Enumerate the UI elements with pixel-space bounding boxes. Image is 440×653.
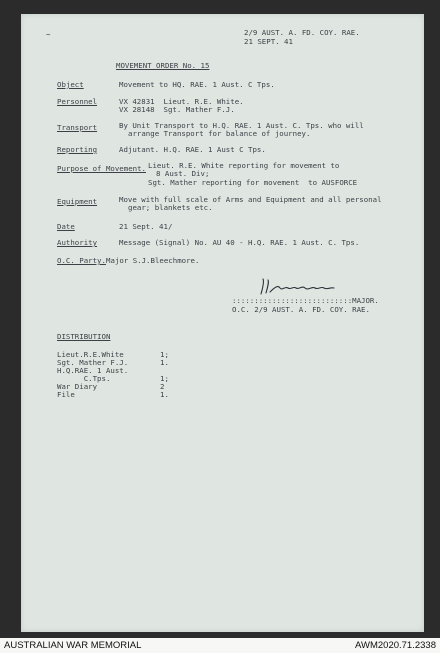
- transport-line-2: arrange Transport for balance of journey.: [128, 129, 311, 138]
- date-value: 21 Sept. 41/: [119, 222, 173, 231]
- transport-label: Transport: [57, 123, 98, 132]
- equipment-label: Equipment: [57, 197, 98, 206]
- list-item-qty: 1;: [160, 374, 169, 383]
- handwritten-signature: [258, 277, 342, 297]
- signature-dots: :::::::::::::::::::::::::::MAJOR.: [232, 296, 379, 305]
- list-item: H.Q.RAE. 1 Aust.: [57, 366, 129, 375]
- transport-line-1: By Unit Transport to H.Q. RAE. 1 Aust. C. Tps. who will: [119, 121, 364, 130]
- personnel-line-2: VX 28148 Sgt. Mather F.J.: [119, 105, 235, 114]
- purpose-line-2: 8 Aust. Div;: [156, 169, 210, 178]
- equipment-line-2: gear; blankets etc.: [128, 203, 213, 212]
- list-item: File: [57, 390, 75, 399]
- list-item: War Diary: [57, 382, 98, 391]
- purpose-label: Purpose of Movement.: [57, 164, 146, 173]
- list-item-qty: 1.: [160, 390, 169, 399]
- oc-party-label: O.C. Party.: [57, 256, 106, 265]
- reporting-value: Adjutant. H.Q. RAE. 1 Aust C Tps.: [119, 145, 266, 154]
- equipment-line-1: Move with full scale of Arms and Equipment and all personal: [119, 195, 382, 204]
- oc-party-value: Major S.J.Bleechmore.: [106, 256, 200, 265]
- document-page: [21, 14, 424, 632]
- list-item: C.Tps.: [57, 374, 111, 383]
- header-unit: 2/9 AUST. A. FD. COY. RAE.: [244, 28, 360, 37]
- purpose-line-3: Sgt. Mather reporting for movement to AUSFORCE: [148, 178, 358, 187]
- reporting-label: Reporting: [57, 145, 98, 154]
- list-item-qty: 1;: [160, 350, 169, 359]
- list-item-qty: 1.: [160, 358, 169, 367]
- signature-title: O.C. 2/9 AUST. A. FD. COY. RAE.: [232, 305, 370, 314]
- authority-value: Message (Signal) No. AU 40 - H.Q. RAE. 1 Aust. C. Tps.: [119, 238, 360, 247]
- date-label: Date: [57, 222, 75, 231]
- document-title: MOVEMENT ORDER No. 15: [116, 61, 210, 70]
- footer-left: AUSTRALIAN WAR MEMORIAL: [4, 640, 142, 651]
- footer-right: AWM2020.71.2338: [355, 640, 436, 651]
- personnel-line-1: VX 42831 Lieut. R.E. White.: [119, 97, 244, 106]
- object-value: Movement to HQ. RAE. 1 Aust. C Tps.: [119, 80, 275, 89]
- list-item-qty: 2: [160, 382, 165, 391]
- purpose-line-1: Lieut. R.E. White reporting for movement to: [148, 161, 340, 170]
- list-item: Sgt. Mather F.J.: [57, 358, 129, 367]
- personnel-label: Personnel: [57, 97, 98, 106]
- header-date: 21 SEPT. 41: [244, 37, 293, 46]
- object-label: Object: [57, 80, 84, 89]
- distribution-heading: DISTRIBUTION: [57, 332, 111, 341]
- authority-label: Authority: [57, 238, 98, 247]
- list-item: Lieut.R.E.White: [57, 350, 124, 359]
- corner-mark: ~: [46, 30, 51, 39]
